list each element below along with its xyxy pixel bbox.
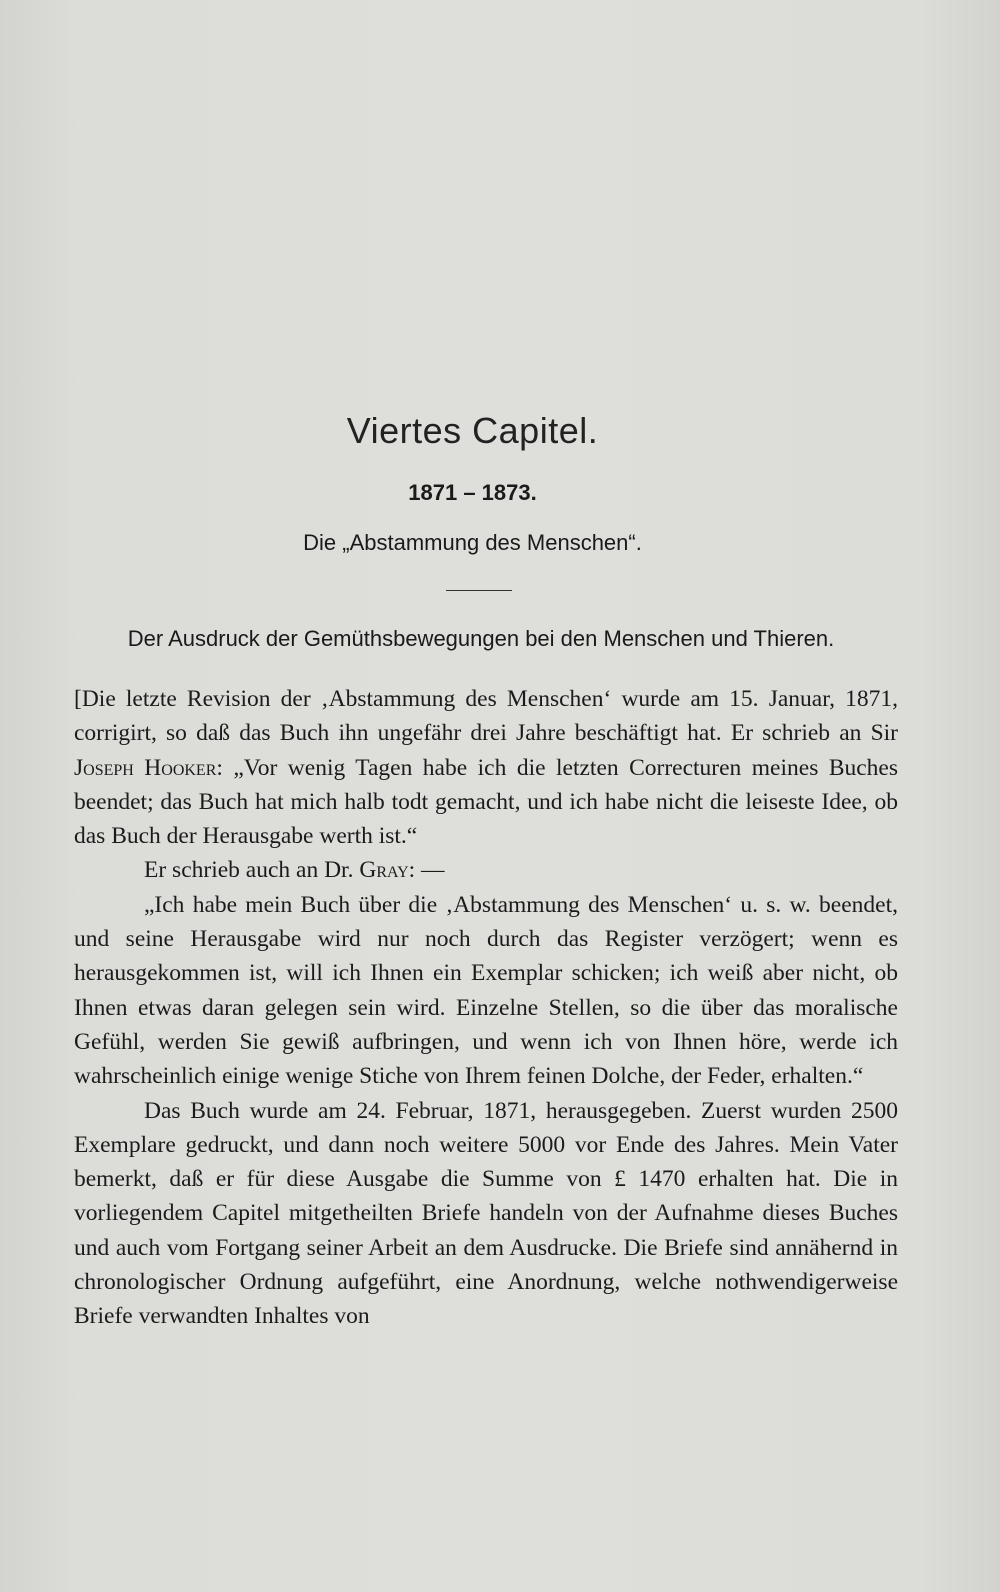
- section-heading: Der Ausdruck der Gemüthsbewegungen bei den Menschen und Thieren.: [127, 626, 835, 651]
- paragraph-2-part-a: Er schrieb auch an Dr.: [144, 857, 360, 884]
- paragraph-2: [74, 853, 898, 887]
- body-text: [74, 682, 898, 1334]
- divider-rule: [446, 590, 512, 591]
- chapter-years: 1871 – 1873.: [408, 480, 537, 505]
- person-name-hooker: Joseph Hooker: [74, 754, 217, 781]
- person-name-gray: Gray: [359, 857, 409, 884]
- chapter-subtitle: Die „Abstammung des Menschen“.: [303, 530, 642, 555]
- paragraph-2-part-b: : —: [408, 857, 445, 884]
- paragraph-1: [74, 682, 898, 853]
- paragraph-4: Das Buch wurde am 24. Februar, 1871, herausgegeben. Zuerst wurden 2500 Exemplare gedruckt, und dann noch weitere 5000 vor Ende des Jahres. Mein Vater bemerkt, daß er für diese Ausgabe die Summe von £ 1470 erhalten hat. Die in vorliegendem Capitel mitgetheilten Briefe handeln von der Aufnahme dieses Buches und auch vom Fortgang seiner Arbeit an dem Ausdrucke. Die Briefe sind annähernd in chronologischer Ordnung aufgeführt, eine Anordnung, welche nothwendigerweise Briefe verwandten Inhaltes von: [74, 1097, 898, 1330]
- paragraph-3-letter-quote: „Ich habe mein Buch über die ‚Abstammung des Menschen‘ u. s. w. beendet, und seine Herausgabe wird nur noch durch das Register verzögert; wenn es herausgekommen ist, will ich Ihnen ein Exemplar schicken; ich weiß aber nicht, ob Ihnen etwas daran gelegen sein wird. Einzelne Stellen, so die über das moralische Gefühl, werden Sie gewiß aufbringen, und wenn ich von Ihnen höre, werde ich wahrscheinlich einige wenige Stiche von Ihrem feinen Dolche, der Feder, erhalten.“: [74, 891, 898, 1090]
- chapter-title: Viertes Capitel.: [346, 410, 599, 451]
- paragraph-1-part-b: : „Vor wenig Tagen habe ich die letzten Correcturen meines Buches beendet; das Buch hat mich halb todt gemacht, und ich habe nicht die leiseste Idee, ob das Buch der Herausgabe werth ist.“: [74, 754, 898, 850]
- paragraph-1-part-a: [Die letzte Revision der ‚Abstammung des Menschen‘ wurde am 15. Januar, 1871, corrigirt, so daß das Buch ihn ungefähr drei Jahre beschäftigt hat. Er schrieb an Sir: [74, 686, 898, 747]
